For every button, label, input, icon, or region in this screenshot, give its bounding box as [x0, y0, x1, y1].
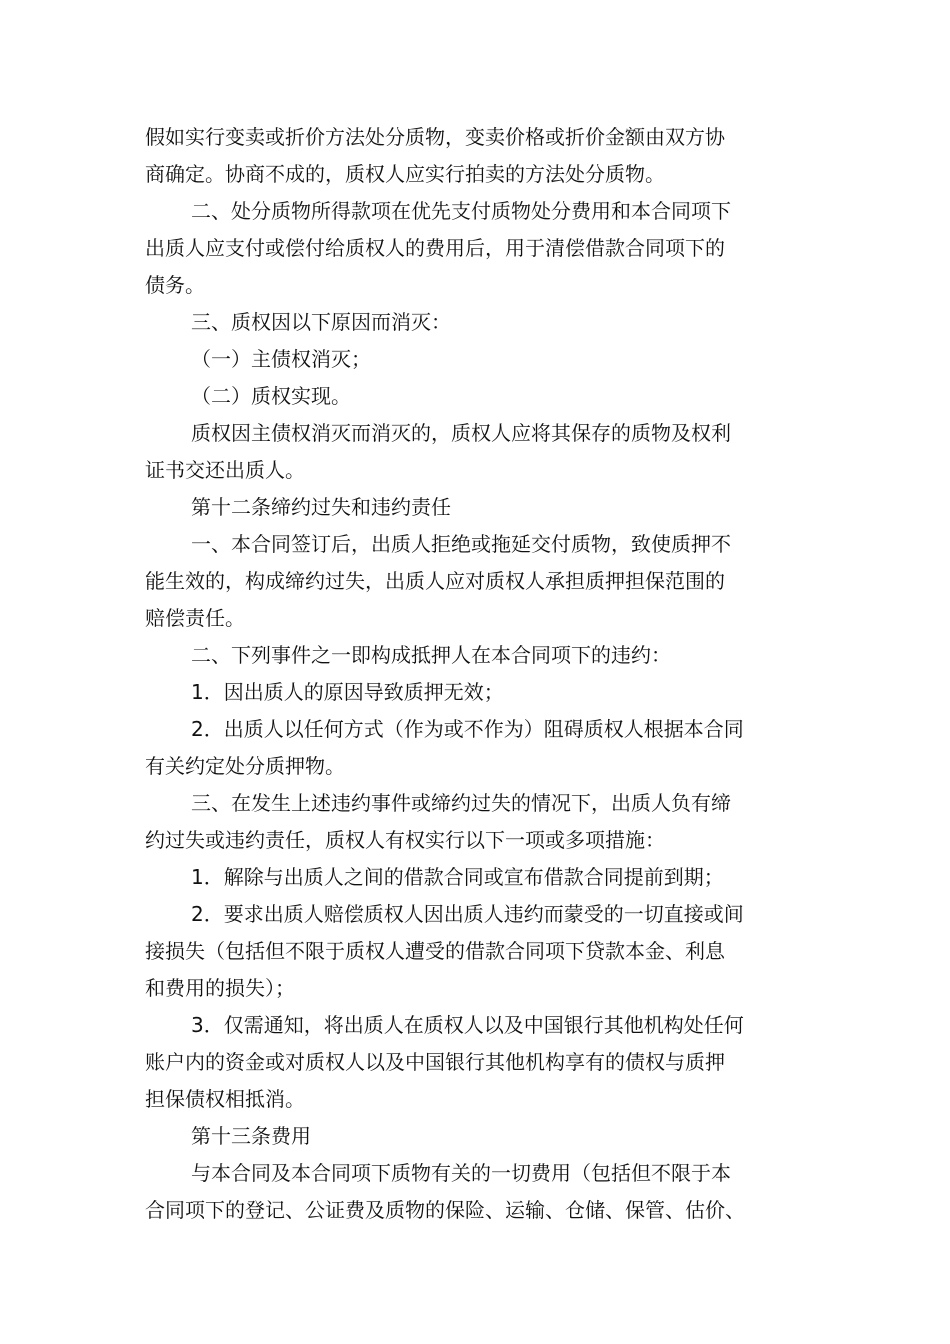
- paragraph: [145, 489, 809, 526]
- paragraph-line: 出质人应支付或偿付给质权人的费用后，用于清偿借款合同项下的: [145, 236, 725, 260]
- paragraph-line: 赔偿责任。: [145, 606, 245, 630]
- paragraph-line: 债务。: [145, 273, 205, 297]
- paragraph: [145, 637, 809, 674]
- paragraph: [145, 1118, 809, 1155]
- paragraph: [145, 896, 809, 1007]
- paragraph: [145, 304, 809, 341]
- paragraph-line: 接损失（包括但不限于质权人遭受的借款合同项下贷款本金、利息: [145, 939, 725, 963]
- paragraph-line: 二、处分质物所得款项在优先支付质物处分费用和本合同项下: [191, 199, 731, 223]
- paragraph-line: （二）质权实现。: [191, 384, 351, 408]
- paragraph-line: 3．仅需通知，将出质人在质权人以及中国银行其他机构处任何: [191, 1013, 744, 1037]
- paragraph-line: 第十二条缔约过失和违约责任: [191, 495, 451, 519]
- paragraph: [145, 711, 809, 785]
- paragraph-line: 1．解除与出质人之间的借款合同或宣布借款合同提前到期；: [191, 865, 724, 889]
- paragraph-line: 质权因主债权消灭而消灭的，质权人应将其保存的质物及权利: [191, 421, 731, 445]
- paragraph: [145, 341, 809, 378]
- paragraph-line: 三、在发生上述违约事件或缔约过失的情况下，出质人负有缔: [191, 791, 731, 815]
- paragraph-line: 和费用的损失）；: [145, 976, 295, 1000]
- paragraph-line: 担保债权相抵消。: [145, 1087, 305, 1111]
- paragraph-line: 与本合同及本合同项下质物有关的一切费用（包括但不限于本: [191, 1161, 731, 1185]
- document-body: [145, 119, 809, 1229]
- paragraph: [145, 1007, 809, 1118]
- paragraph-line: 商确定。协商不成的，质权人应实行拍卖的方法处分质物。: [145, 162, 665, 186]
- paragraph-line: （一）主债权消灭；: [191, 347, 371, 371]
- paragraph-line: 假如实行变卖或折价方法处分质物，变卖价格或折价金额由双方协: [145, 125, 725, 149]
- paragraph-line: 一、本合同签订后，出质人拒绝或拖延交付质物，致使质押不: [191, 532, 731, 556]
- paragraph: [145, 1155, 809, 1229]
- paragraph-line: 有关约定处分质押物。: [145, 754, 345, 778]
- paragraph-line: 2．要求出质人赔偿质权人因出质人违约而蒙受的一切直接或间: [191, 902, 744, 926]
- paragraph-line: 证书交还出质人。: [145, 458, 305, 482]
- paragraph: [145, 378, 809, 415]
- paragraph-line: 三、质权因以下原因而消灭：: [191, 310, 451, 334]
- paragraph: [145, 526, 809, 637]
- paragraph-line: 约过失或违约责任，质权人有权实行以下一项或多项措施：: [145, 828, 665, 852]
- paragraph: [145, 785, 809, 859]
- paragraph-line: 能生效的，构成缔约过失，出质人应对质权人承担质押担保范围的: [145, 569, 725, 593]
- paragraph: [145, 415, 809, 489]
- paragraph-line: 第十三条费用: [191, 1124, 311, 1148]
- paragraph-line: 1．因出质人的原因导致质押无效；: [191, 680, 504, 704]
- paragraph: [145, 193, 809, 304]
- paragraph-line: 合同项下的登记、公证费及质物的保险、运输、仓储、保管、估价、: [145, 1198, 745, 1222]
- paragraph-line: 二、下列事件之一即构成抵押人在本合同项下的违约：: [191, 643, 671, 667]
- paragraph: [145, 119, 809, 193]
- paragraph-line: 账户内的资金或对质权人以及中国银行其他机构享有的债权与质押: [145, 1050, 725, 1074]
- paragraph: [145, 674, 809, 711]
- paragraph: [145, 859, 809, 896]
- paragraph-line: 2．出质人以任何方式（作为或不作为）阻碍质权人根据本合同: [191, 717, 744, 741]
